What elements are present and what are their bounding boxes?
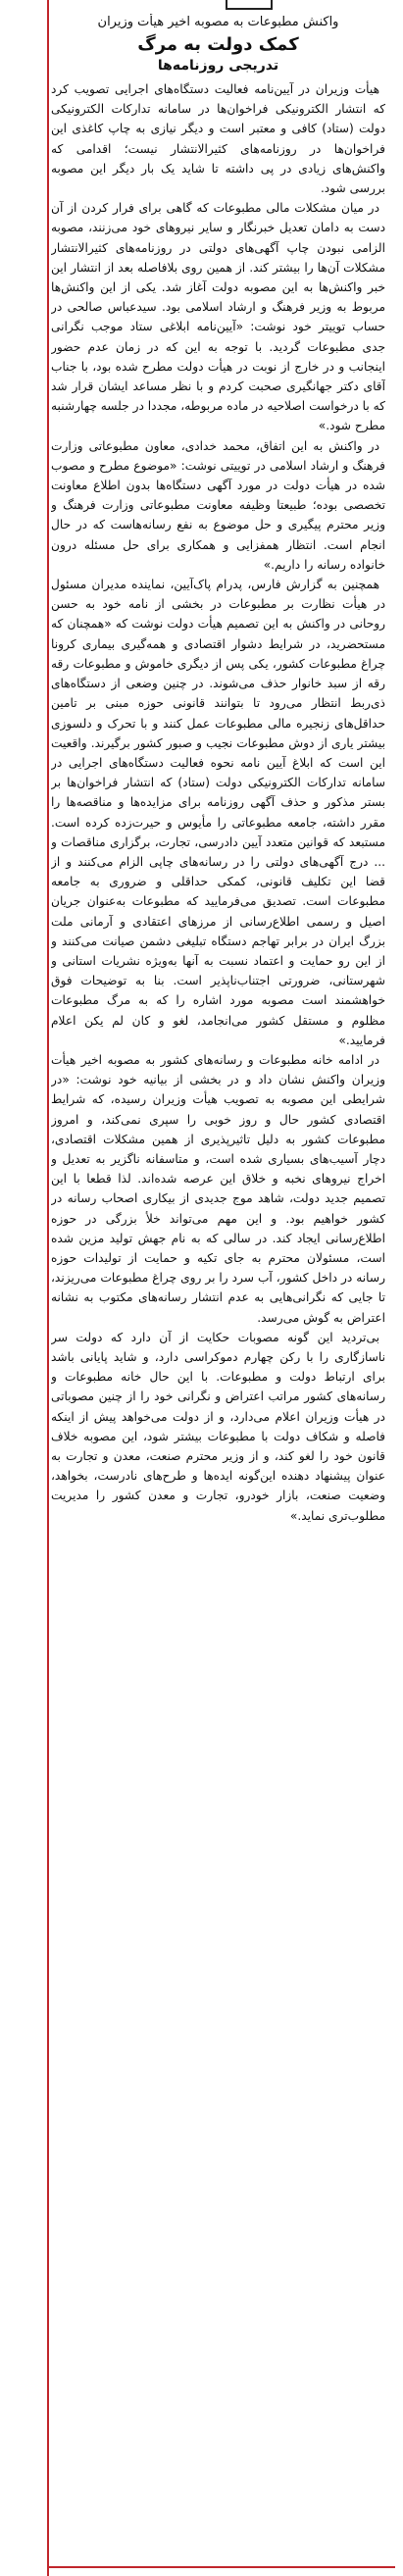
article-paragraph-6: بی‌تردید این گونه مصوبات حکایت از آن دارد که دولت سر ناسازگاری را با رکن چهارم دموکراسی دارد، و شاید پایانی باشد برای ارتباط دولت و مطبوعات. با این حال خانه مطبوعات و رسانه‌های کشور مراتب اعتراض و نگرانی خود را از چنین مصوباتی در هیأت وزیران اعلام می‌دارد، و از دولت می‌خواهد پیش از اینکه فاصله و شکاف دولت با مطبوعات بیشتر شود، این مصوبه خلاف قانون خود را لغو کند، و از وزیر محترم صنعت، معدن و تجارت به عنوان پیشنهاد دهنده این‌گونه ایده‌ها و طرح‌های نادرست، بخواهد، وضعیت صنعت، بازار خودرو، تجارت و معدن کشور را مدیریت مطلوب‌تری نماید.»: [51, 1330, 385, 1523]
article-paragraph-2: در میان مشکلات مالی مطبوعات که گاهی برای فرار کردن از آن دست به دامان تعدیل خبرنگار و سایر نیروهای خود می‌زنند، مصوبه الزامی نبودن چاپ آگهی‌های دولتی در روزنامه‌های کثیرالانتشار مشکلات آن‌ها را بیشتر کند. از همین روی بلافاصله بعد از انتشار این خبر واکنش‌ها به این مصوبه دولت آغاز شد. یکی از این واکنش‌ها مربوط به وزیر فرهنگ و ارشاد اسلامی بود. سیدعباس صالحی در حساب توییتر خود نوشت: «آیین‌نامه ابلاغی ستاد موجب نگرانی جدی مطبوعات گردید. با توجه به این که در زمان عدم حضور اینجانب و در خارج از نوبت در هیأت دولت مطرح شده بود، با جناب آقای دکتر جهانگیری صحبت کردم و با نظر مساعد ایشان قرار شد که با درخواست اصلاحیه در ماده مربوطه، مجددا در جلسه چهارشنبه مطرح شود.»: [51, 201, 385, 433]
article-paragraph-3: در واکنش به این اتفاق، محمد خدادی، معاون مطبوعاتی وزارت فرهنگ و ارشاد اسلامی در توییتی نوشت: «موضوع مطرح و مصوب شده در هیأت دولت در مورد آگهی دستگاه‌ها بدون اطلاع معاونت تخصصی بوده؛ طبیعتا وظیفه معاونت مطبوعاتی وزارت فرهنگ و وزیر محترم پیگیری و حل موضوع به نفع رسانه‌هاست که در حال انجام است. انتظار همفزایی و همکاری برای حل مسئله درون خانواده رسانه را داریم.»: [51, 438, 385, 572]
article-column: [51, 14, 385, 2564]
left-border-rule: [47, 0, 49, 2576]
article-headline: کمک دولت به مرگ: [137, 34, 299, 55]
article-paragraph-5: در ادامه خانه مطبوعات و رسانه‌های کشور به مصوبه اخیر هیأت وزیران واکنش نشان داد و در بخشی از بیانیه خود نوشت: «در شرایطی این مصوبه به تصویب هیأت وزیران رسیده، که شرایط اقتصادی کشور حال و روز خوبی را سپری نمی‌کند، و امروز مطبوعات کشور به دلیل تاثیرپذیری از همین مشکلات اقتصادی، دچار آسیب‌های بسیاری شده است، و متاسفانه ناگزیر به تعدیل و اخراج نیروهای نخبه و خلاق این عرصه شده‌اند. لذا قطعا با این تصمیم جدید دولت، شاهد موج جدیدی از بیکاری اصحاب رسانه در کشور خواهیم بود. و این مهم می‌تواند خلأ بزرگی در حوزه اطلاع‌رسانی ایجاد کند. در سالی که به نام جهش تولید مزین شده است، مسئولان محترم به جای تکیه و حمایت از تولیدات حوزه رسانه در داخل کشور، آب سرد را بر روی چراغ مطبوعات می‌ریزند، تا جایی که نگرانی‌هایی به عدم انتشار رسانه‌های مکتوب به نشانه اعتراض به گوش می‌رسد.: [51, 1052, 385, 1325]
article-paragraph-1: هیأت وزیران در آیین‌نامه فعالیت دستگاه‌های اجرایی تصویب کرد که انتشار الکترونیکی فراخوان‌ها در سامانه تدارکات الکترونیکی دولت (ستاد) کافی و معتبر است و دیگر نیازی به چاپ کاغذی این فراخوان‌ها در روزنامه‌های کثیرالانتشار نیست؛ اقدامی که واکنش‌های زیادی در پی داشته تا شاید یک بار دیگر این مصوبه بررسی شود.: [51, 82, 385, 196]
bottom-border-rule: [47, 2566, 395, 2568]
page-corner-tag: [226, 0, 273, 10]
article-kicker: واکنش مطبوعات به مصوبه اخیر هیأت وزیران: [97, 15, 339, 29]
article-paragraph-4: همچنین به گزارش فارس، پدرام پاک‌آیین، نماینده مدیران مسئول در هیأت نظارت بر مطبوعات در بخشی از نامه خود به حسن روحانی در واکنش به این تصمیم هیأت دولت نوشت که «همچنان که مستحضرید، در شرایط دشوار اقتصادی و همه‌گیری بیماری کرونا چراغ مطبوعات کشور، یکی پس از دیگری خاموش و مطبوعات رقه رقه از سبد خانوار حذف می‌شوند. در چنین وضعی از دستگاه‌های ذی‌ربط انتظار می‌رود تا بتوانند قانونی حوزه مبنی بر تامین حداقل‌های زنجیره مالی مطبوعات عمل کنند و با تحرک و دلسوزی بیشتر یاری از دوش مطبوعات نجیب و صبور کشور برگیرند. واقعیت این است که ابلاغ آیین نامه نحوه فعالیت دستگاه‌های اجرایی در سامانه تدارکات الکترونیکی دولت (ستاد) که انتشار فراخوان‌ها بر بستر مذکور و حذف آگهی روزنامه برای مزایده‌ها و مناقصه‌ها را مقرر داشته، جامعه مطبوعاتی را مأیوس و حیرت‌زده کرده است. مستبعد که قوانین متعدد آیین دادرسی، تجارت، برگزاری مناقصات و ... درج آگهی‌های دولتی را در رسانه‌های چاپی الزام می‌کنند و از قضا این تکلیف قانونی، کمکی حداقلی و ضروری به جامعه مطبوعات است. تصدیق می‌فرمایید که مطبوعات به‌عنوان جریان اصیل و رسمی اطلاع‌رسانی از مرزهای اعتقادی و آرمانی ملت بزرگ ایران در برابر تهاجم دستگاه تبلیغی دشمن صیانت می‌کنند و از این رو حمایت و اعتماد نسبت به آنها به‌ویژه نشریات استانی و شهرستانی، ضرورتی اجتناب‌ناپذیر است. بنا به توضیحات فوق خواهشمند است مصوبه مورد اشاره را که به مرگ مطبوعات مظلوم و مستقل کشور می‌انجامد، لغو و کان لم یکن اعلام فرمایید.»: [51, 578, 385, 1047]
article-subhead: تدریجی روزنامه‌ها: [157, 58, 279, 74]
